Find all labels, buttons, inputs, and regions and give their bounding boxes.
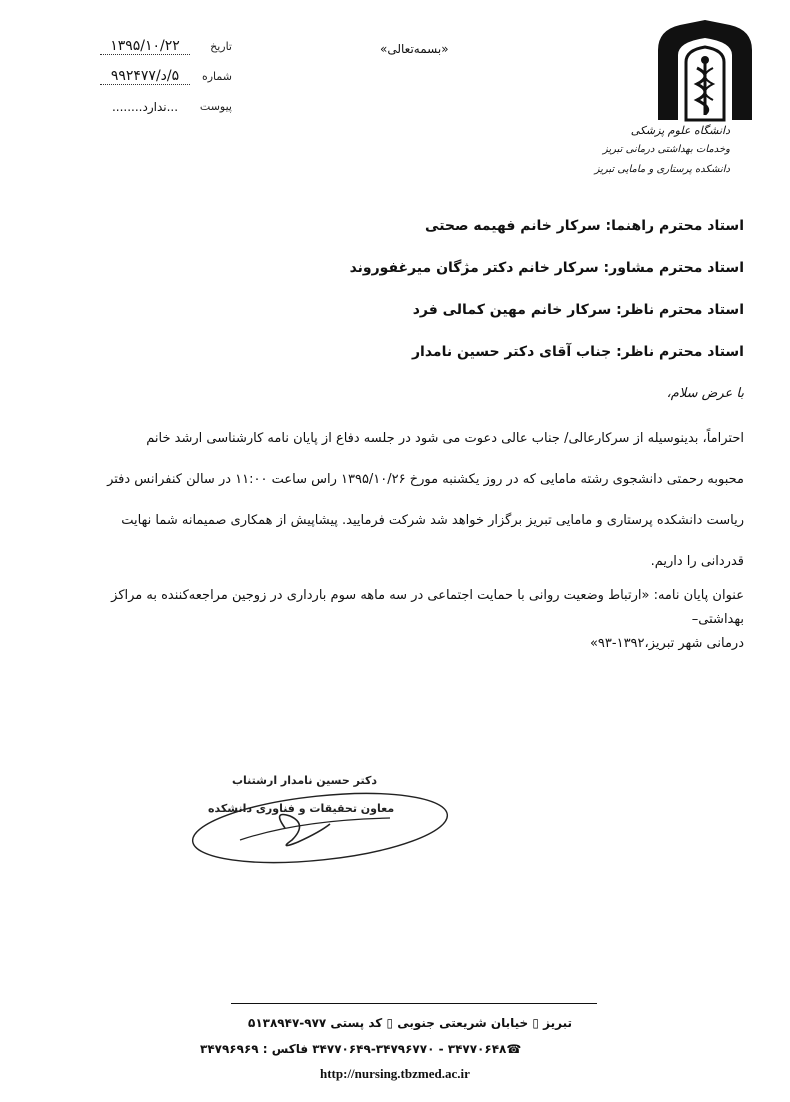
footer-website-link[interactable]: http://nursing.tbzmed.ac.ir	[320, 1066, 470, 1081]
logo-line-1: دانشگاه علوم پزشکی	[630, 124, 730, 137]
recipient-observer-1: استاد محترم ناظر: سرکار خانم مهین کمالی فرد	[412, 302, 744, 318]
university-logo	[594, 20, 760, 180]
attachment-label: پیوست	[199, 100, 232, 113]
attachment-value: ...ندارد........	[111, 100, 179, 114]
greeting: با عرض سلام،	[666, 386, 744, 401]
footer-address: تبریز ▯ خیابان شریعتی جنوبی ▯ کد پستی ۹۷۷-۵۱۳۸۹۴۷	[248, 1016, 572, 1030]
date-label: تاریخ	[210, 40, 232, 53]
date-value: ۱۳۹۵/۱۰/۲۲	[100, 38, 190, 55]
recipient-consultant: استاد محترم مشاور: سرکار خانم دکتر مژگان میرغفوروند	[349, 260, 744, 276]
body-line-4: قدردانی را داریم.	[650, 554, 744, 569]
logo-line-2: وخدمات بهداشتی درمانی تبریز	[602, 144, 730, 155]
thesis-title	[64, 584, 744, 656]
number-label: شماره	[201, 70, 232, 83]
body-line-3: ریاست دانشکده پرستاری و مامایی تبریز برگزار خواهد شد شرکت فرمایید. پیشاپیش از همکاری صمیمانه شما نهایت	[121, 513, 744, 528]
recipient-observer-2: استاد محترم ناظر: جناب آقای دکتر حسین نامدار	[411, 344, 744, 360]
number-value: ۵/د/۹۹۲۴۷۷	[100, 68, 190, 85]
handwritten-signature	[180, 780, 450, 870]
signatory-name: دکتر حسین نامدار ارشتناب	[232, 774, 377, 787]
recipient-advisor: استاد محترم راهنما: سرکار خانم فهیمه صحتی	[425, 218, 744, 234]
body-line-1: احتراماً، بدینوسیله از سرکارعالی/ جناب عالی دعوت می شود در جلسه دفاع از پایان نامه کارشناسی ارشد خانم	[146, 431, 744, 446]
bismillah-heading: «بسمه‌تعالی»	[380, 42, 449, 56]
footer-phone-fax: ☎۳۴۷۷۰۶۴۸ - ۳۴۷۷۰۶۴۹-۳۴۷۹۶۷۷۰ فاکس : ۳۴۷۹۶۹۶۹	[200, 1042, 522, 1056]
emblem-icon	[650, 20, 760, 125]
thesis-line-2: درمانی شهر تبریز،۱۳۹۲-۹۳»	[589, 636, 744, 651]
footer-divider	[231, 1003, 597, 1004]
thesis-line-1: عنوان پایان نامه: «ارتباط وضعیت روانی با حمایت اجتماعی در سه ماهه سوم بارداری در زوجین مراجعه‌کننده به مراکز بهداشتی–	[111, 588, 744, 627]
logo-line-3: دانشکده پرستاری و مامایی تبریز	[594, 164, 730, 175]
body-line-2: محبوبه رحمتی دانشجوی رشته مامایی که در روز یکشنبه مورخ ۱۳۹۵/۱۰/۲۶ راس ساعت ۱۱:۰۰ در سالن کنفرانس دفتر	[107, 472, 744, 487]
signatory-title: معاون تحقیقات و فناوری دانشکده	[208, 802, 395, 815]
